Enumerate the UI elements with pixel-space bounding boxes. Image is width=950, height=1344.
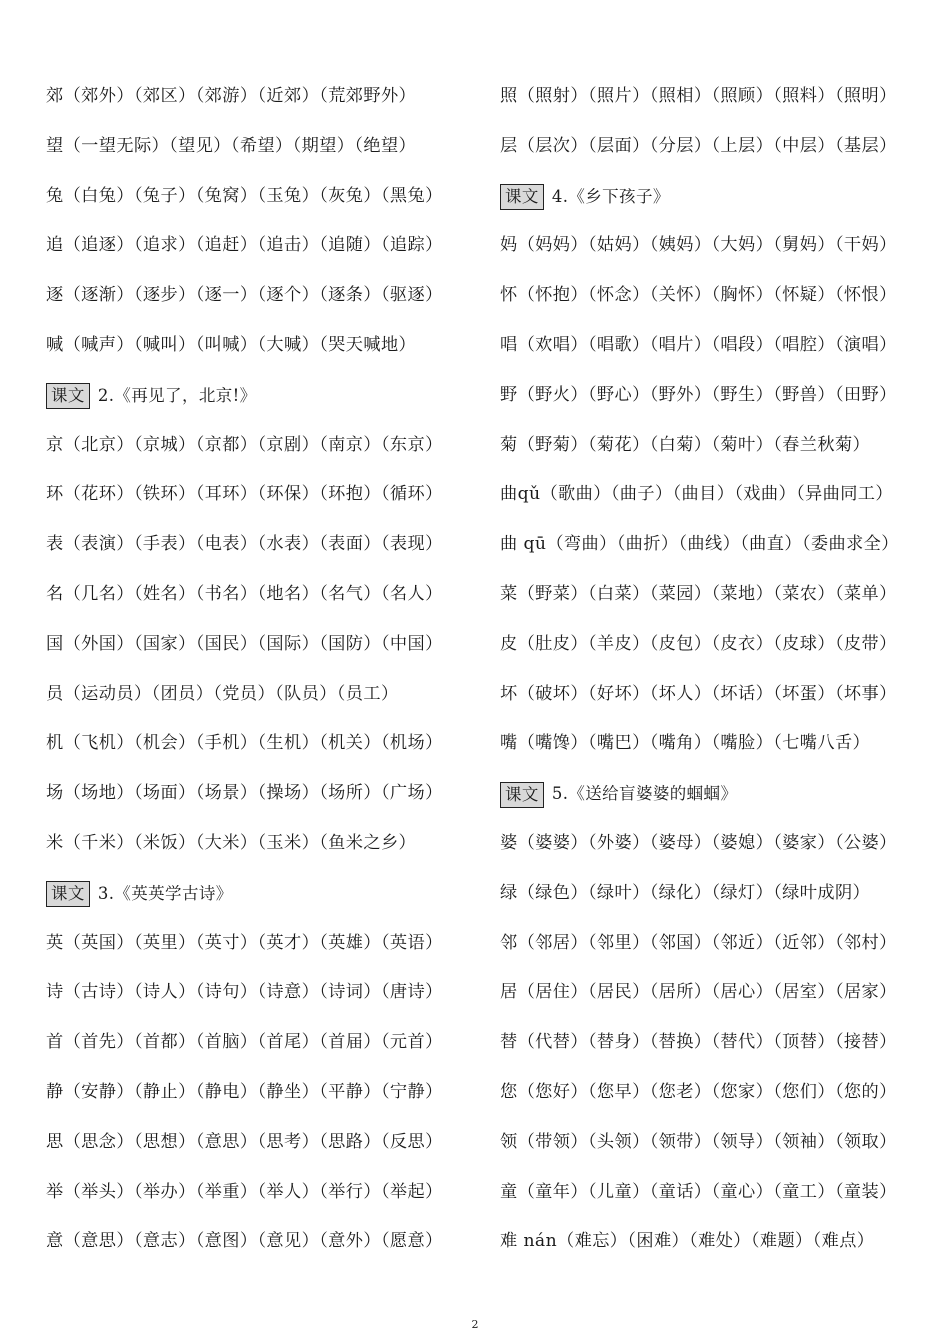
vocab-line: 难 nán（难忘）（困难）（难处）（难题）（难点） [500, 1231, 875, 1252]
vocab-line: 京（北京）（京城）（京都）（京剧）（南京）（东京） [46, 434, 443, 455]
vocab-line: 名（几名）（姓名）（书名）（地名）（名气）（名人） [46, 583, 443, 604]
vocab-line: 唱（欢唱）（唱歌）（唱片）（唱段）（唱腔）（演唱） [500, 334, 897, 355]
vocab-line: 邻（邻居）（邻里）（邻国）（邻近）（近邻）（邻村） [500, 932, 897, 953]
right-column [500, 72, 900, 1267]
vocab-line: 喊（喊声）（喊叫）（叫喊）（大喊）（哭天喊地） [46, 334, 417, 355]
lesson-title: 3.《英英学古诗》 [97, 883, 233, 903]
lesson-title: 5.《送给盲婆婆的蝈蝈》 [551, 784, 738, 804]
vocab-line: 举（举头）（举办）（举重）（举人）（举行）（举起） [46, 1181, 443, 1202]
vocab-line: 皮（肚皮）（羊皮）（皮包）（皮衣）（皮球）（皮带） [500, 633, 897, 654]
vocab-line: 童（童年）（儿童）（童话）（童心）（童工）（童装） [500, 1181, 897, 1202]
lesson-tag: 课文 [500, 782, 544, 808]
vocab-line: 机（飞机）（机会）（手机）（生机）（机关）（机场） [46, 733, 443, 754]
vocab-line: 表（表演）（手表）（电表）（水表）（表面）（表现） [46, 534, 443, 555]
lesson-heading [46, 869, 446, 919]
vocab-line: 野（野火）（野心）（野外）（野生）（野兽）（田野） [500, 384, 897, 405]
vocab-line: 思（思念）（思想）（意思）（思考）（思路）（反思） [46, 1131, 443, 1152]
lesson-title: 4.《乡下孩子》 [551, 186, 670, 206]
vocab-line: 诗（古诗）（诗人）（诗句）（诗意）（诗词）（唐诗） [46, 982, 443, 1003]
vocab-line: 追（追逐）（追求）（追赶）（追击）（追随）（追踪） [46, 235, 443, 256]
vocab-line: 望（一望无际）（望见）（希望）（期望）（绝望） [46, 135, 417, 156]
vocab-line: 层（层次）（层面）（分层）（上层）（中层）（基层） [500, 135, 897, 156]
vocab-line: 照（照射）（照片）（照相）（照顾）（照料）（照明） [500, 86, 897, 106]
vocab-line: 菊（野菊）（菊花）（白菊）（菊叶）（春兰秋菊） [500, 434, 871, 455]
vocab-line: 曲qǔ（歌曲）（曲子）（曲目）（戏曲）（异曲同工） [500, 484, 893, 505]
lesson-tag: 课文 [500, 184, 544, 210]
vocab-line: 意（意思）（意志）（意图）（意见）（意外）（愿意） [46, 1231, 443, 1252]
vocab-line: 居（居住）（居民）（居所）（居心）（居室）（居家） [500, 982, 897, 1003]
vocab-line: 静（安静）（静止）（静电）（静坐）（平静）（宁静） [46, 1081, 443, 1102]
lesson-heading [500, 769, 900, 819]
vocab-line: 场（场地）（场面）（场景）（操场）（场所）（广场） [46, 783, 443, 804]
vocab-line: 嘴（嘴馋）（嘴巴）（嘴角）（嘴脸）（七嘴八舌） [500, 733, 871, 754]
vocab-line: 坏（破坏）（好坏）（坏人）（坏话）（坏蛋）（坏事） [500, 683, 897, 704]
vocab-line: 您（您好）（您早）（您老）（您家）（您们）（您的） [500, 1081, 897, 1102]
vocab-line: 国（外国）（国家）（国民）（国际）（国防）（中国） [46, 633, 443, 654]
lesson-title: 2.《再见了，北京!》 [97, 385, 257, 405]
vocab-line: 米（千米）（米饭）（大米）（玉米）（鱼米之乡） [46, 832, 417, 853]
vocab-line: 员（运动员）（团员）（党员）（队员）（员工） [46, 683, 399, 704]
vocab-line: 绿（绿色）（绿叶）（绿化）（绿灯）（绿叶成阴） [500, 882, 871, 903]
vocab-line: 曲 qū（弯曲）（曲折）（曲线）（曲直）（委曲求全） [500, 534, 899, 555]
vocab-line: 领（带领）（头领）（领带）（领导）（领袖）（领取） [500, 1131, 897, 1152]
vocab-line: 英（英国）（英里）（英寸）（英才）（英雄）（英语） [46, 932, 443, 953]
vocab-line: 逐（逐渐）（逐步）（逐一）（逐个）（逐条）（驱逐） [46, 285, 443, 306]
vocab-line: 妈（妈妈）（姑妈）（姨妈）（大妈）（舅妈）（干妈） [500, 235, 897, 256]
lesson-tag: 课文 [46, 881, 90, 907]
lesson-tag: 课文 [46, 383, 90, 409]
vocab-line: 郊（郊外）（郊区）（郊游）（近郊）（荒郊野外） [46, 86, 417, 106]
vocab-line: 替（代替）（替身）（替换）（替代）（顶替）（接替） [500, 1032, 897, 1053]
vocab-line: 首（首先）（首都）（首脑）（首尾）（首届）（元首） [46, 1032, 443, 1053]
vocab-line: 兔（白兔）（兔子）（兔窝）（玉兔）（灰兔）（黑兔） [46, 185, 443, 206]
vocab-line: 环（花环）（铁环）（耳环）（环保）（环抱）（循环） [46, 484, 443, 505]
vocab-line: 婆（婆婆）（外婆）（婆母）（婆媳）（婆家）（公婆） [500, 832, 897, 853]
left-column [46, 72, 446, 1267]
lesson-heading [46, 371, 446, 421]
vocab-line: 菜（野菜）（白菜）（菜园）（菜地）（菜农）（菜单） [500, 583, 897, 604]
page-number: 2 [471, 1318, 479, 1331]
vocab-line: 怀（怀抱）（怀念）（关怀）（胸怀）（怀疑）（怀恨） [500, 285, 897, 306]
lesson-heading [500, 172, 900, 222]
